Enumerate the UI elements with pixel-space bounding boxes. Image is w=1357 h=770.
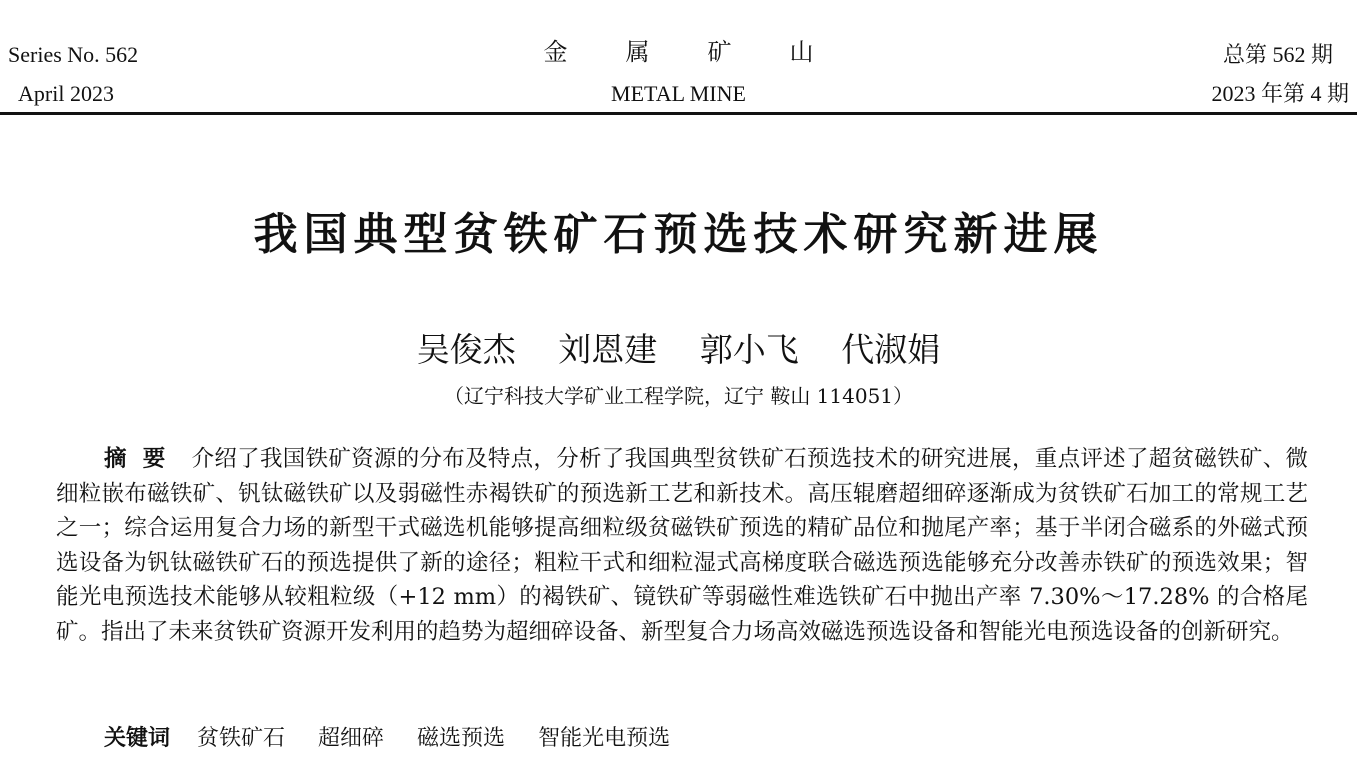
keyword: 磁选预选	[417, 726, 506, 751]
author: 吴俊杰	[416, 330, 516, 369]
abstract-text: 介绍了我国铁矿资源的分布及特点，分析了我国典型贫铁矿石预选技术的研究进展，重点评述了超贫磁铁矿、微细粒嵌布磁铁矿、钒钛磁铁矿以及弱磁性赤褐铁矿的预选新工艺和新技术。高压辊磨超细碎逐渐成为贫铁矿石加工的常规工艺之一；综合运用复合力场的新型干式磁选机能够提高细粒级贫磁铁矿预选的精矿品位和抛尾产率；基于半闭合磁系的外磁式预选设备为钒钛磁铁矿石的预选提供了新的途径；粗粒干式和细粒湿式高梯度联合磁选预选能够充分改善赤铁矿的预选效果；智能光电预选技术能够从较粗粒级（+12 mm）的褐铁矿、镜铁矿等弱磁性难选铁矿石中抛出产率 7.30%～17.28% 的合格尾矿。指出了未来贫铁矿资源开发利用的趋势为超细碎设备、新型复合力场高效磁选预选设备和智能光电预选设备的创新研究。	[56, 446, 1308, 645]
keyword: 智能光电预选	[538, 726, 671, 751]
author-list	[0, 324, 1357, 371]
issue-date: April 2023	[18, 81, 114, 106]
author: 代淑娟	[841, 330, 941, 369]
author: 郭小飞	[699, 330, 799, 369]
abstract-label: 摘要	[104, 446, 182, 472]
keyword: 贫铁矿石	[197, 726, 286, 751]
journal-name-en: METAL MINE	[611, 81, 746, 106]
affiliation: （辽宁科技大学矿业工程学院，辽宁 鞍山 114051）	[443, 384, 914, 408]
article-title: 我国典型贫铁矿石预选技术研究新进展	[253, 209, 1104, 260]
header-divider	[0, 112, 1357, 115]
keyword: 超细碎	[318, 726, 385, 751]
author: 刘恩建	[558, 330, 658, 369]
series-number: Series No. 562	[8, 42, 139, 67]
journal-header	[0, 0, 1357, 118]
issue-total: 总第 562 期	[1222, 42, 1333, 67]
keywords-label: 关键词	[104, 726, 171, 751]
issue-year: 2023 年第 4 期	[1211, 81, 1349, 106]
keywords	[104, 722, 696, 756]
abstract	[56, 442, 1308, 649]
journal-name-cn: 金属矿山	[543, 40, 872, 66]
